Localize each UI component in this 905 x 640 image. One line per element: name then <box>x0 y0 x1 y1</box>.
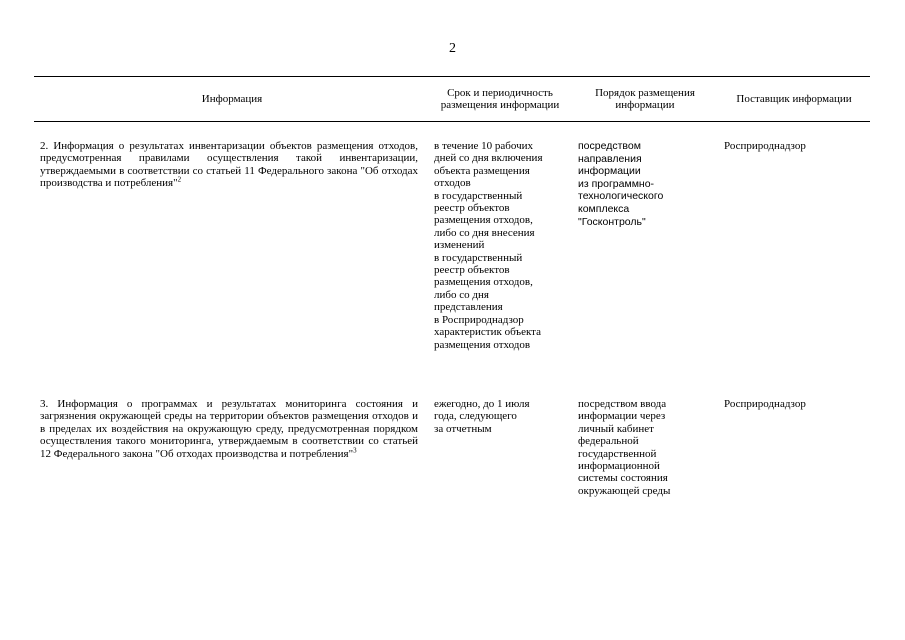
row-3-footnote-mark: 3 <box>353 445 357 454</box>
row-3-information <box>40 398 418 460</box>
header-information: Информация <box>201 92 263 105</box>
header-order: Порядок размещения информации <box>595 86 695 111</box>
row-3-supplier: Росприроднадзор <box>724 398 806 410</box>
row-2-supplier: Росприроднадзор <box>724 140 806 152</box>
row-3-order: посредством ввода информации через личный кабинет федеральной государственной информационной системы состояния окружающей среды <box>578 398 671 497</box>
row-2-information <box>40 140 418 190</box>
page-number: 2 <box>449 41 456 56</box>
header-period: Срок и периодичность размещения информации <box>440 86 560 111</box>
table-header-rule <box>34 121 870 122</box>
row-2-order: посредством направления информации из программно- технологического комплекса "Госконтроль" <box>578 140 664 228</box>
row-3-period: ежегодно, до 1 июля года, следующего за отчетным <box>434 398 530 435</box>
header-supplier: Поставщик информации <box>736 92 852 105</box>
row-2-period: в течение 10 рабочих дней со дня включения объекта размещения отходов в государственный реестр объектов размещения отходов, либо со дня внесения изменений в государственный реестр объектов размещения отходов, либо со дня представления в Росприроднадзор характеристик объекта размещения отходов <box>434 140 543 351</box>
row-2-footnote-mark: 2 <box>177 175 182 184</box>
row-2-information-text: 2. Информация о результатах инвентаризации объектов размещения отходов, предусмотренная правилами осуществления такой инвентаризации, утверждаемыми в соответствии со статьей 11 Федерального закона "Об отходах производства и потребления" <box>40 140 418 190</box>
row-3-information-text: 3. Информация о программах и результатах мониторинга состояния и загрязнения окружающей среды на территории объектов размещения отходов и в пределах их воздействия на окружающую среду, предусмотренная порядком осуществления такого мониторинга, утверждаемым в соответствии со статьей 12 Федерального закона "Об отходах производства и потребления" <box>40 398 418 460</box>
